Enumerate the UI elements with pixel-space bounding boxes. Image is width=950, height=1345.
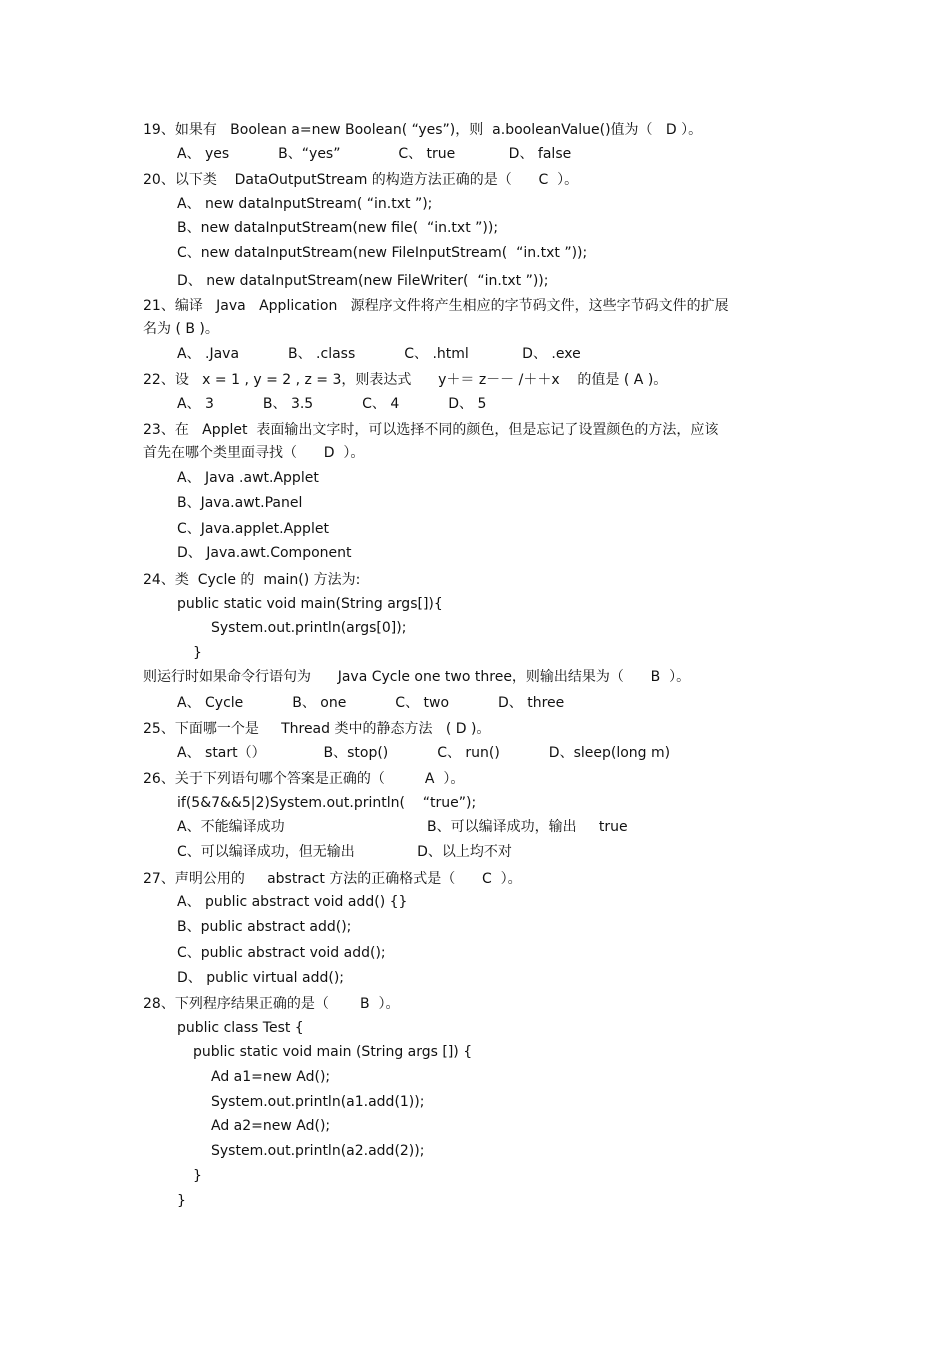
question-26: 26、关于下列语句哪个答案是正确的（ A ）。 (143, 771, 465, 787)
q28-code-line-6: System.out.println(a2.add(2)); (211, 1143, 425, 1159)
q27-option-b: B、public abstract add(); (177, 919, 352, 935)
question-22: 22、设 x = 1 , y = 2 , z = 3，则表达式 y＋＝ z－－ /＋＋x 的值是 ( A )。 (143, 372, 668, 388)
q28-code-line-8: } (177, 1193, 186, 1209)
q20-option-a: A、 new dataInputStream( “in.txt ”); (177, 196, 433, 212)
q23-option-d: D、 Java.awt.Component (177, 545, 352, 561)
question-19: 19、如果有 Boolean a=new Boolean( “yes”)，则 a.booleanValue()值为（ D ）。 (143, 122, 703, 138)
q28-code-line-4: System.out.println(a1.add(1)); (211, 1094, 425, 1110)
q26-code-line: if(5&7&&5|2)System.out.println( “true”); (177, 795, 477, 811)
q27-option-c: C、public abstract void add(); (177, 945, 386, 961)
q24-code-line-3: } (193, 645, 202, 661)
q22-options: A、 3 B、 3.5 C、 4 D、 5 (177, 396, 487, 412)
q28-code-line-5: Ad a2=new Ad(); (211, 1118, 331, 1134)
question-20: 20、以下类 DataOutputStream 的构造方法正确的是（ C ）。 (143, 172, 579, 188)
q21-options: A、 .Java B、 .class C、 .html D、 .exe (177, 346, 581, 362)
q27-option-d: D、 public virtual add(); (177, 970, 345, 986)
q26-options-cd: C、可以编译成功，但无输出 D、以上均不对 (177, 844, 512, 860)
q23-option-a: A、 Java .awt.Applet (177, 470, 319, 486)
q28-code-line-2: public static void main (String args []) { (193, 1044, 473, 1060)
question-23: 23、在 Applet 表面输出文字时，可以选择不同的颜色，但是忘记了设置颜色的方法，应该 (143, 422, 719, 438)
q26-options-ab: A、不能编译成功 B、可以编译成功，输出 true (177, 819, 628, 835)
q25-options: A、 start（） B、stop() C、 run() D、sleep(long m) (177, 745, 671, 761)
q27-option-a: A、 public abstract void add() {} (177, 894, 408, 910)
q24-code-line-2: System.out.println(args[0]); (211, 620, 407, 636)
q23-option-c: C、Java.applet.Applet (177, 521, 329, 537)
question-27: 27、声明公用的 abstract 方法的正确格式是（ C ）。 (143, 871, 522, 887)
q24-code-line-1: public static void main(String args[]){ (177, 596, 443, 612)
question-23-cont: 首先在哪个类里面寻找（ D ）。 (143, 445, 365, 461)
q24-options: A、 Cycle B、 one C、 two D、 three (177, 695, 565, 711)
question-21: 21、编译 Java Application 源程序文件将产生相应的字节码文件，这些字节码文件的扩展 (143, 298, 729, 314)
q20-option-c: C、new dataInputStream(new FileInputStream( “in.txt ”)); (177, 245, 588, 261)
question-28: 28、下列程序结果正确的是（ B ）。 (143, 996, 400, 1012)
question-24: 24、类 Cycle 的 main() 方法为: (143, 572, 361, 588)
question-25: 25、下面哪一个是 Thread 类中的静态方法 ( D )。 (143, 721, 491, 737)
q28-code-line-1: public class Test { (177, 1020, 304, 1036)
q20-option-b: B、new dataInputStream(new file( “in.txt ”)); (177, 220, 499, 236)
q28-code-line-7: } (193, 1168, 202, 1184)
question-21-cont: 名为 ( B )。 (143, 321, 219, 337)
q20-option-d: D、 new dataInputStream(new FileWriter( “in.txt ”)); (177, 273, 549, 289)
q19-options: A、 yes B、“yes” C、 true D、 false (177, 146, 572, 162)
q23-option-b: B、Java.awt.Panel (177, 495, 303, 511)
q28-code-line-3: Ad a1=new Ad(); (211, 1069, 331, 1085)
question-24-cont: 则运行时如果命令行语句为 Java Cycle one two three，则输出结果为（ B ）。 (143, 669, 691, 685)
